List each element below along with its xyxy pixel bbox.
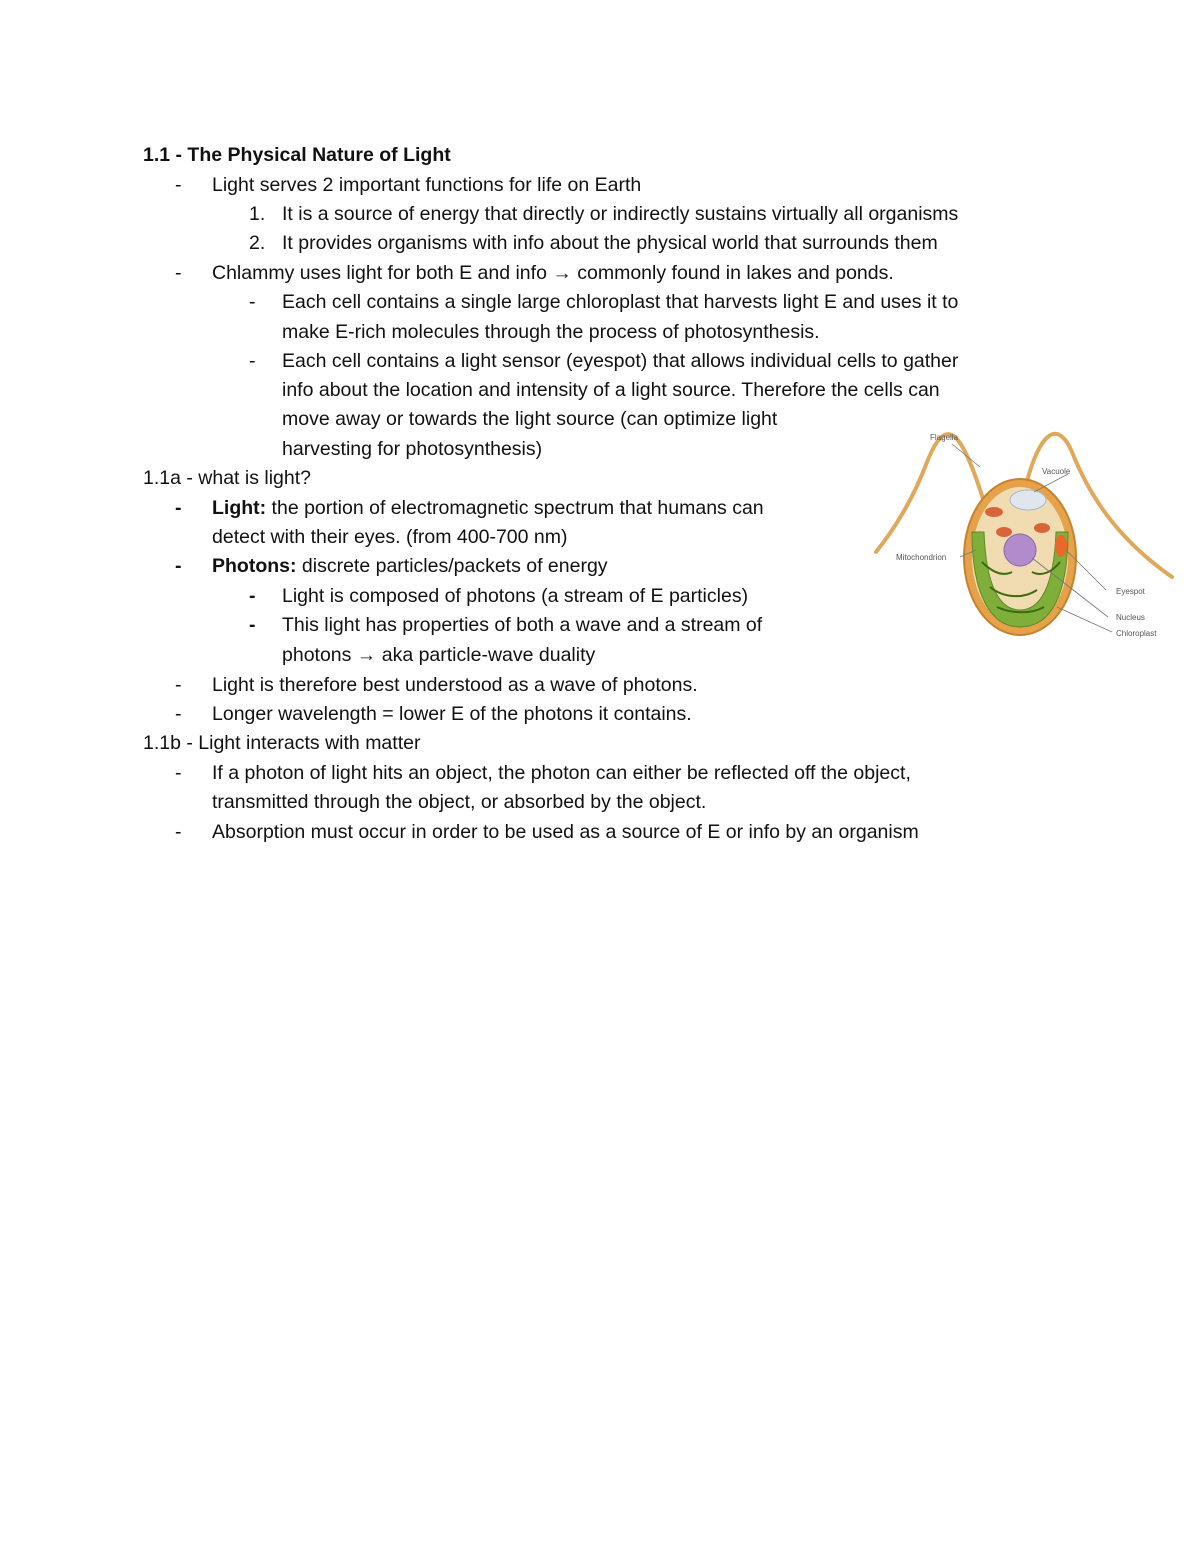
label-mitochondrion: Mitochondrion [896, 553, 947, 562]
definition-text: detect with their eyes. (from 400-700 nm) [212, 526, 568, 548]
bullet-dash: - [175, 674, 182, 696]
bullet-dash: - [175, 174, 182, 196]
leader-line [952, 444, 980, 467]
section-heading-1-1: 1.1 - The Physical Nature of Light [143, 144, 451, 166]
sub-bullet-text: Each cell contains a light sensor (eyespot) that allows individual cells to gather [282, 350, 959, 372]
sub-bullet-text: info about the location and intensity of a light source. Therefore the cells can [282, 379, 940, 401]
label-vacuole: Vacuole [1042, 467, 1071, 476]
sub-bullet-text: harvesting for photosynthesis) [282, 438, 543, 460]
leader-line [1057, 607, 1112, 632]
bullet-dash: - [175, 762, 182, 784]
sub-bullet-text: photons → aka particle-wave duality [282, 644, 596, 666]
bullet-text: transmitted through the object, or absorbed by the object. [212, 791, 707, 813]
mitochondrion [996, 527, 1012, 537]
sub-bullet-text: Light is composed of photons (a stream of E particles) [282, 585, 749, 607]
numbered-item-text: It provides organisms with info about the physical world that surrounds them [282, 232, 938, 254]
mitochondrion [1034, 523, 1050, 533]
bullet-text: Longer wavelength = lower E of the photons it contains. [212, 703, 692, 725]
sub-bullet-text: move away or towards the light source (can optimize light [282, 408, 778, 430]
section-heading-1-1a: 1.1a - what is light? [143, 467, 312, 489]
definition-text: discrete particles/packets of energy [296, 555, 608, 577]
term-photons: Photons: [212, 555, 297, 577]
bullet-text: Chlammy uses light for both E and info → commonly found in lakes and ponds. [212, 262, 894, 284]
bullet-dash: - [175, 262, 182, 284]
numbered-item-text: It is a source of energy that directly or indirectly sustains virtually all organisms [282, 203, 959, 225]
section-heading-1-1b: 1.1b - Light interacts with matter [143, 732, 421, 754]
label-chloroplast: Chloroplast [1116, 629, 1157, 638]
sub-bullet-dash: - [249, 585, 256, 607]
list-number: 2. [249, 232, 266, 254]
list-number: 1. [249, 203, 266, 225]
bullet-text: Absorption must occur in order to be used as a source of E or info by an organism [212, 821, 919, 843]
bullet-dash: - [175, 703, 182, 725]
bullet-dash: - [175, 555, 182, 577]
sub-bullet-dash: - [249, 614, 256, 636]
sub-bullet-text: Each cell contains a single large chloroplast that harvests light E and uses it to [282, 291, 959, 313]
definition-text: the portion of electromagnetic spectrum that humans can [266, 497, 764, 519]
bullet-text: If a photon of light hits an object, the photon can either be reflected off the object, [212, 762, 911, 784]
bullet-text: Light is therefore best understood as a wave of photons. [212, 674, 698, 696]
label-flagella: Flagella [930, 433, 959, 442]
chlamydomonas-diagram [872, 422, 1182, 650]
bullet-dash: - [175, 821, 182, 843]
sub-bullet-text: This light has properties of both a wave and a stream of [282, 614, 763, 636]
label-eyespot: Eyespot [1116, 587, 1145, 596]
bullet-text: Light serves 2 important functions for life on Earth [212, 174, 642, 196]
label-nucleus: Nucleus [1116, 613, 1145, 622]
sub-bullet-dash: - [249, 291, 256, 313]
mitochondrion [985, 507, 1003, 517]
chlamydomonas-illustration [872, 422, 1182, 650]
definition-photons [212, 554, 608, 578]
sub-bullet-dash: - [249, 350, 256, 372]
sub-bullet-text: make E-rich molecules through the process of photosynthesis. [282, 321, 820, 343]
definition-light [212, 496, 764, 520]
eyespot [1055, 535, 1067, 557]
term-light: Light: [212, 497, 267, 519]
nucleus [1004, 534, 1036, 566]
bullet-dash: - [175, 497, 182, 519]
vacuole [1010, 490, 1046, 510]
